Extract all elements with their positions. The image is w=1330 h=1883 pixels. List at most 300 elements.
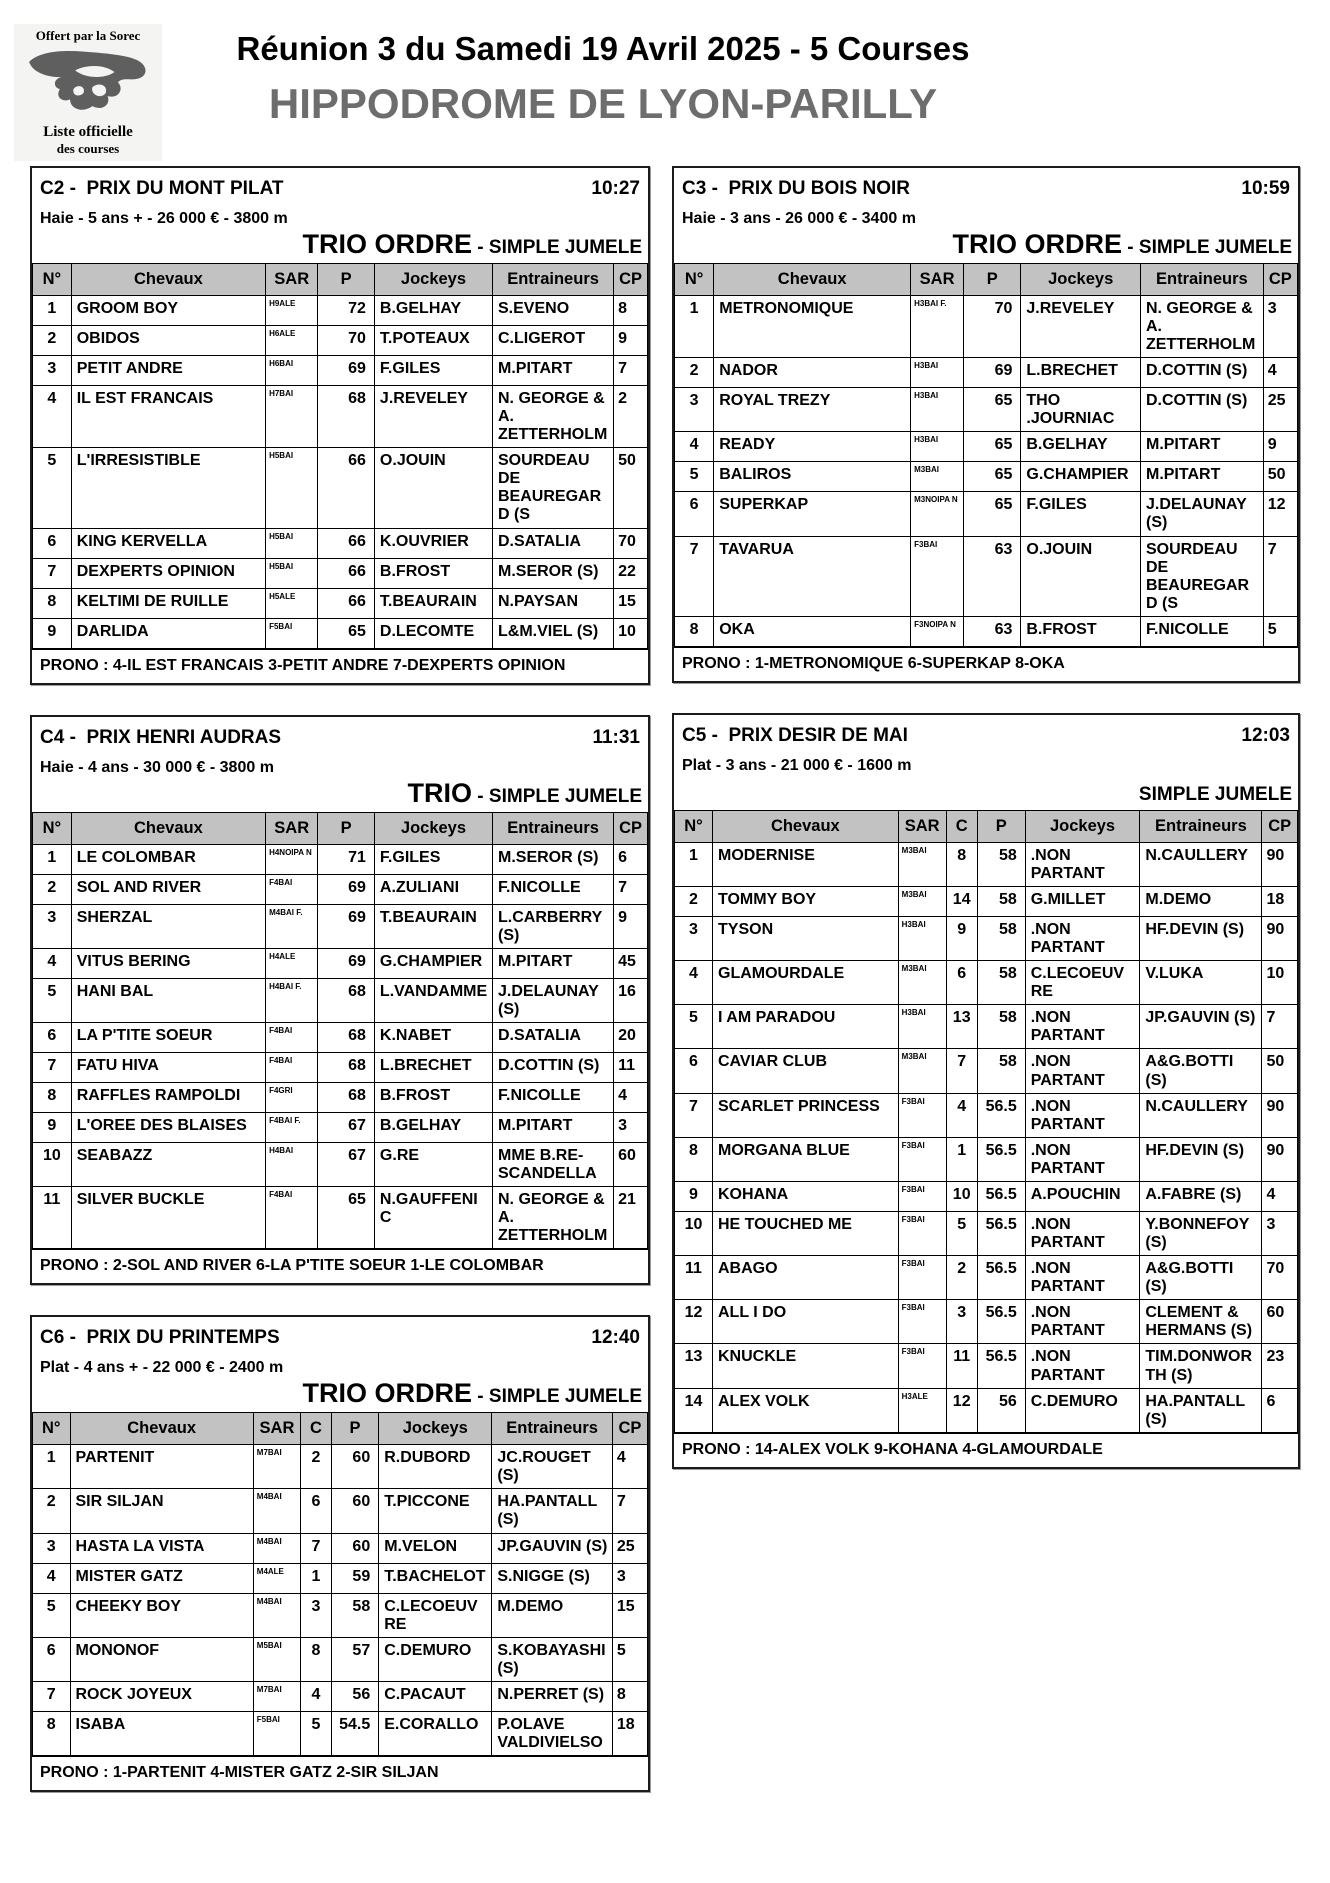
cell-horse: RAFFLES RAMPOLDI xyxy=(71,1082,265,1112)
cell-cp: 25 xyxy=(1263,388,1297,432)
cell-jockey: T.BEAURAIN xyxy=(374,588,492,618)
race-columns xyxy=(0,166,1330,1822)
race-title: C6 - PRIX DU PRINTEMPS xyxy=(40,1327,280,1349)
cell-sar: H3BAI xyxy=(898,917,946,961)
runner-row xyxy=(675,616,1298,646)
cell-horse: DEXPERTS OPINION xyxy=(71,558,265,588)
cell-horse: SILVER BUCKLE xyxy=(71,1187,265,1249)
cell-cp: 20 xyxy=(614,1022,648,1052)
cell-jockey: T.POTEAUX xyxy=(374,326,492,356)
cell-sar: F3BAI xyxy=(898,1181,946,1211)
runner-row xyxy=(675,492,1298,536)
cell-cp: 4 xyxy=(612,1445,647,1489)
cell-c: 1 xyxy=(301,1563,332,1593)
runner-row xyxy=(675,917,1298,961)
cell-sar: M3BAI xyxy=(898,887,946,917)
cell-cp: 50 xyxy=(1263,462,1297,492)
runner-row xyxy=(675,1049,1298,1093)
cell-n: 9 xyxy=(33,618,72,648)
cell-trainer: S.EVENO xyxy=(493,296,614,326)
cell-horse: L'OREE DES BLAISES xyxy=(71,1112,265,1142)
column-header-p: P xyxy=(331,1413,378,1445)
cell-jockey: B.FROST xyxy=(374,1082,492,1112)
cell-jockey: .NON PARTANT xyxy=(1025,1049,1140,1093)
runner-row xyxy=(33,1142,648,1186)
cell-trainer: SOURDEAU DE BEAUREGARD (S xyxy=(1140,536,1263,616)
cell-jockey: G.CHAMPIER xyxy=(374,948,492,978)
prono-line: PRONO : 1-PARTENIT 4-MISTER GATZ 2-SIR SILJAN xyxy=(32,1756,648,1790)
cell-jockey: B.GELHAY xyxy=(1021,432,1141,462)
cell-p: 70 xyxy=(318,326,375,356)
runner-row xyxy=(675,358,1298,388)
header-row xyxy=(675,810,1298,842)
sorec-logo xyxy=(14,24,162,161)
cell-cp: 10 xyxy=(1262,961,1298,1005)
cell-trainer: C.LIGEROT xyxy=(493,326,614,356)
race-title: C2 - PRIX DU MONT PILAT xyxy=(40,178,284,199)
prono-line: PRONO : 14-ALEX VOLK 9-KOHANA 4-GLAMOURDALE xyxy=(674,1433,1298,1467)
cell-n: 4 xyxy=(33,386,72,448)
cell-p: 69 xyxy=(318,948,375,978)
runners-table xyxy=(674,810,1298,1433)
race-title: C4 - PRIX HENRI AUDRAS xyxy=(40,726,282,748)
cell-jockey: .NON PARTANT xyxy=(1025,1093,1140,1137)
column-header-jockey: Jockeys xyxy=(374,264,492,296)
cell-p: 58 xyxy=(977,887,1025,917)
cell-jockey: .NON PARTANT xyxy=(1025,1211,1140,1255)
cell-sar: F4BAI F. xyxy=(266,1112,318,1142)
cell-jockey: D.LECOMTE xyxy=(374,618,492,648)
column-header-cp: CP xyxy=(612,1413,647,1445)
cell-jockey: .NON PARTANT xyxy=(1025,917,1140,961)
cell-sar: H3BAI xyxy=(911,358,964,388)
cell-horse: ROYAL TREZY xyxy=(714,388,911,432)
cell-horse: TYSON xyxy=(713,917,899,961)
cell-horse: VITUS BERING xyxy=(71,948,265,978)
cell-trainer: SOURDEAU DE BEAUREGARD (S xyxy=(493,448,614,528)
cell-trainer: D.COTTIN (S) xyxy=(493,1052,614,1082)
cell-c: 14 xyxy=(946,887,977,917)
cell-jockey: F.GILES xyxy=(374,844,492,874)
cell-n: 5 xyxy=(675,462,714,492)
cell-jockey: C.PACAUT xyxy=(379,1681,492,1711)
cell-p: 65 xyxy=(318,1187,375,1249)
runner-row xyxy=(33,1445,648,1489)
cell-cp: 90 xyxy=(1262,917,1298,961)
column-header-trainer: Entraineurs xyxy=(493,812,614,844)
cell-jockey: G.MILLET xyxy=(1025,887,1140,917)
column-header-cp: CP xyxy=(1262,810,1298,842)
cell-trainer: N. GEORGE & A. ZETTERHOLM xyxy=(1140,296,1263,358)
cell-jockey: A.ZULIANI xyxy=(374,874,492,904)
cell-trainer: JP.GAUVIN (S) xyxy=(492,1533,613,1563)
cell-horse: ROCK JOYEUX xyxy=(70,1681,253,1711)
bet-type-secondary: - SIMPLE JUMELE xyxy=(472,785,642,807)
cell-jockey: O.JOUIN xyxy=(374,448,492,528)
runner-row xyxy=(33,588,648,618)
cell-cp: 9 xyxy=(1263,432,1297,462)
cell-cp: 10 xyxy=(614,618,648,648)
column-header-horse: Chevaux xyxy=(70,1413,253,1445)
race-block-c3 xyxy=(672,166,1300,683)
column-header-jockey: Jockeys xyxy=(374,812,492,844)
cell-trainer: N.PAYSAN xyxy=(493,588,614,618)
column-header-n: N° xyxy=(33,264,72,296)
race-conditions: Plat - 4 ans + - 22 000 € - 2400 m xyxy=(40,1359,284,1377)
header-row xyxy=(33,264,648,296)
race-conditions: Haie - 5 ans + - 26 000 € - 3800 m xyxy=(40,210,288,227)
column-header-trainer: Entraineurs xyxy=(1140,810,1262,842)
runner-row xyxy=(675,1137,1298,1181)
cell-sar: H3BAI F. xyxy=(911,296,964,358)
hippodrome-title: HIPPODROME DE LYON-PARILLY xyxy=(268,80,938,127)
cell-cp: 6 xyxy=(1262,1388,1298,1432)
cell-trainer: M.PITART xyxy=(493,948,614,978)
column-header-trainer: Entraineurs xyxy=(1140,264,1263,296)
cell-p: 58 xyxy=(977,961,1025,1005)
cell-cp: 9 xyxy=(614,904,648,948)
cell-cp: 7 xyxy=(614,874,648,904)
column-header-n: N° xyxy=(675,264,714,296)
cell-jockey: .NON PARTANT xyxy=(1025,842,1140,886)
cell-cp: 8 xyxy=(612,1681,647,1711)
cell-n: 9 xyxy=(675,1181,713,1211)
prono-line: PRONO : 4-IL EST FRANCAIS 3-PETIT ANDRE 7-DEXPERTS OPINION xyxy=(32,649,648,683)
runner-row xyxy=(33,296,648,326)
cell-cp: 50 xyxy=(614,448,648,528)
cell-c: 3 xyxy=(946,1300,977,1344)
cell-n: 7 xyxy=(33,1681,71,1711)
cell-p: 58 xyxy=(977,1049,1025,1093)
prono-line: PRONO : 2-SOL AND RIVER 6-LA P'TITE SOEUR 1-LE COLOMBAR xyxy=(32,1249,648,1283)
cell-horse: FATU HIVA xyxy=(71,1052,265,1082)
cell-n: 3 xyxy=(675,917,713,961)
cell-cp: 4 xyxy=(1263,358,1297,388)
cell-sar: H9ALE xyxy=(266,296,318,326)
cell-horse: HE TOUCHED ME xyxy=(713,1211,899,1255)
column-header-jockey: Jockeys xyxy=(379,1413,492,1445)
cell-cp: 15 xyxy=(614,588,648,618)
cell-sar: H4BAI xyxy=(266,1142,318,1186)
cell-horse: MODERNISE xyxy=(713,842,899,886)
cell-jockey: B.GELHAY xyxy=(374,296,492,326)
header-titles xyxy=(162,24,1044,128)
cell-c: 8 xyxy=(301,1637,332,1681)
cell-p: 58 xyxy=(977,1005,1025,1049)
runner-row xyxy=(33,1563,648,1593)
cell-p: 58 xyxy=(331,1593,378,1637)
race-time: 12:03 xyxy=(1241,724,1290,746)
cell-horse: I AM PARADOU xyxy=(713,1005,899,1049)
cell-trainer: S.NIGGE (S) xyxy=(492,1563,613,1593)
cell-c: 6 xyxy=(946,961,977,1005)
column-header-trainer: Entraineurs xyxy=(492,1413,613,1445)
cell-jockey: R.DUBORD xyxy=(379,1445,492,1489)
runner-row xyxy=(675,432,1298,462)
cell-horse: ALL I DO xyxy=(713,1300,899,1344)
bet-types xyxy=(32,228,648,260)
cell-p: 65 xyxy=(318,618,375,648)
runner-row xyxy=(33,528,648,558)
cell-jockey: L.BRECHET xyxy=(374,1052,492,1082)
cell-n: 3 xyxy=(33,356,72,386)
cell-p: 63 xyxy=(964,536,1021,616)
cell-c: 7 xyxy=(301,1533,332,1563)
cell-sar: F3BAI xyxy=(898,1344,946,1388)
column-header-cp: CP xyxy=(1263,264,1297,296)
cell-horse: SUPERKAP xyxy=(714,492,911,536)
cell-p: 56.5 xyxy=(977,1137,1025,1181)
bet-type-secondary: SIMPLE JUMELE xyxy=(1138,783,1292,805)
logo-courses-text: des courses xyxy=(56,141,120,156)
cell-cp: 3 xyxy=(1263,296,1297,358)
race-block-c6 xyxy=(30,1315,650,1792)
cell-jockey: B.FROST xyxy=(1021,616,1141,646)
cell-sar: F5BAI xyxy=(266,618,318,648)
cell-p: 66 xyxy=(318,558,375,588)
cell-p: 68 xyxy=(318,978,375,1022)
cell-trainer: JC.ROUGET (S) xyxy=(492,1445,613,1489)
cell-jockey: B.GELHAY xyxy=(374,1112,492,1142)
column-header-sar: SAR xyxy=(266,812,318,844)
runner-row xyxy=(33,904,648,948)
cell-horse: CAVIAR CLUB xyxy=(713,1049,899,1093)
cell-sar: H6ALE xyxy=(266,326,318,356)
cell-horse: NADOR xyxy=(714,358,911,388)
cell-trainer: D.SATALIA xyxy=(493,528,614,558)
cell-c: 11 xyxy=(946,1344,977,1388)
runner-row xyxy=(675,388,1298,432)
race-block-c4 xyxy=(30,715,650,1286)
cell-p: 66 xyxy=(318,528,375,558)
column-header-horse: Chevaux xyxy=(71,812,265,844)
cell-trainer: J.DELAUNAY (S) xyxy=(1140,492,1263,536)
cell-jockey: THO .JOURNIAC xyxy=(1021,388,1141,432)
cell-cp: 18 xyxy=(612,1711,647,1755)
logo-liste-text: Liste officielle xyxy=(43,124,133,140)
cell-trainer: HF.DEVIN (S) xyxy=(1140,1137,1262,1181)
cell-cp: 15 xyxy=(612,1593,647,1637)
cell-horse: SCARLET PRINCESS xyxy=(713,1093,899,1137)
cell-c: 4 xyxy=(946,1093,977,1137)
cell-trainer: M.SEROR (S) xyxy=(493,844,614,874)
column-header-horse: Chevaux xyxy=(71,264,265,296)
runner-row xyxy=(33,448,648,528)
cell-p: 68 xyxy=(318,386,375,448)
cell-n: 11 xyxy=(33,1187,72,1249)
cell-horse: ALEX VOLK xyxy=(713,1388,899,1432)
cell-cp: 11 xyxy=(614,1052,648,1082)
cell-cp: 4 xyxy=(614,1082,648,1112)
runner-row xyxy=(33,1187,648,1249)
cell-trainer: L&M.VIEL (S) xyxy=(493,618,614,648)
cell-cp: 60 xyxy=(1262,1300,1298,1344)
cell-p: 67 xyxy=(318,1142,375,1186)
cell-n: 1 xyxy=(33,1445,71,1489)
cell-jockey: K.OUVRIER xyxy=(374,528,492,558)
cell-jockey: E.CORALLO xyxy=(379,1711,492,1755)
race-header xyxy=(32,1317,648,1349)
cell-c: 12 xyxy=(946,1388,977,1432)
cell-n: 8 xyxy=(33,1082,72,1112)
runner-row xyxy=(33,1593,648,1637)
cell-jockey: .NON PARTANT xyxy=(1025,1137,1140,1181)
cell-n: 8 xyxy=(33,1711,71,1755)
race-title: C5 - PRIX DESIR DE MAI xyxy=(682,724,908,746)
cell-cp: 70 xyxy=(614,528,648,558)
header-row xyxy=(675,264,1298,296)
cell-trainer: M.PITART xyxy=(493,356,614,386)
cell-n: 6 xyxy=(675,492,714,536)
cell-sar: H3BAI xyxy=(911,432,964,462)
column-header-sar: SAR xyxy=(253,1413,300,1445)
runner-row xyxy=(33,874,648,904)
cell-jockey: A.POUCHIN xyxy=(1025,1181,1140,1211)
cell-sar: M3NOIPA N xyxy=(911,492,964,536)
cell-cp: 7 xyxy=(1262,1005,1298,1049)
bet-types xyxy=(674,228,1298,260)
cell-n: 5 xyxy=(33,1593,71,1637)
runner-row xyxy=(675,536,1298,616)
cell-trainer: HF.DEVIN (S) xyxy=(1140,917,1262,961)
cell-trainer: F.NICOLLE xyxy=(493,874,614,904)
cell-n: 4 xyxy=(675,432,714,462)
bet-type-main: TRIO xyxy=(407,777,473,808)
right-column xyxy=(672,166,1300,1499)
cell-trainer: Y.BONNEFOY (S) xyxy=(1140,1211,1262,1255)
cell-trainer: MME B.RE-SCANDELLA xyxy=(493,1142,614,1186)
cell-sar: F5BAI xyxy=(253,1711,300,1755)
runner-row xyxy=(675,1093,1298,1137)
runners-table xyxy=(32,1412,648,1756)
runner-row xyxy=(675,462,1298,492)
runner-row xyxy=(675,296,1298,358)
race-block-c2 xyxy=(30,166,650,685)
cell-jockey: F.GILES xyxy=(1021,492,1141,536)
cell-sar: H5BAI xyxy=(266,558,318,588)
cell-trainer: A&G.BOTTI (S) xyxy=(1140,1049,1262,1093)
cell-p: 66 xyxy=(318,588,375,618)
bet-type-secondary: - SIMPLE JUMELE xyxy=(472,1386,642,1408)
cell-cp: 6 xyxy=(614,844,648,874)
cell-sar: F4BAI xyxy=(266,1022,318,1052)
bet-type-main: TRIO ORDRE xyxy=(952,229,1123,259)
cell-sar: F3NOIPA N xyxy=(911,616,964,646)
cell-n: 5 xyxy=(33,978,72,1022)
cell-jockey: F.GILES xyxy=(374,356,492,386)
cell-jockey: N.GAUFFENIC xyxy=(374,1187,492,1249)
cell-c: 6 xyxy=(301,1489,332,1533)
cell-sar: F4BAI xyxy=(266,1187,318,1249)
runner-row xyxy=(33,1711,648,1755)
cell-horse: DARLIDA xyxy=(71,618,265,648)
cell-c: 2 xyxy=(301,1445,332,1489)
race-time: 10:59 xyxy=(1241,178,1290,199)
column-header-p: P xyxy=(318,264,375,296)
runners-table xyxy=(32,812,648,1250)
header-row xyxy=(33,812,648,844)
runner-row xyxy=(675,842,1298,886)
runners-table xyxy=(32,263,648,649)
race-header xyxy=(32,717,648,749)
cell-cp: 7 xyxy=(612,1489,647,1533)
logo-offert-text: Offert par la Sorec xyxy=(35,28,141,43)
race-header xyxy=(674,168,1298,200)
cell-cp: 60 xyxy=(614,1142,648,1186)
column-header-p: P xyxy=(964,264,1021,296)
cell-horse: SHERZAL xyxy=(71,904,265,948)
column-header-horse: Chevaux xyxy=(713,810,899,842)
cell-p: 58 xyxy=(977,917,1025,961)
cell-sar: H5ALE xyxy=(266,588,318,618)
cell-trainer: N.CAULLERY xyxy=(1140,842,1262,886)
cell-sar: M7BAI xyxy=(253,1681,300,1711)
cell-n: 2 xyxy=(675,358,714,388)
cell-sar: M5BAI xyxy=(253,1637,300,1681)
column-header-cp: CP xyxy=(614,812,648,844)
cell-p: 65 xyxy=(964,388,1021,432)
cell-jockey: L.BRECHET xyxy=(1021,358,1141,388)
cell-jockey: T.BEAURAIN xyxy=(374,904,492,948)
cell-n: 11 xyxy=(675,1256,713,1300)
cell-horse: MORGANA BLUE xyxy=(713,1137,899,1181)
runner-row xyxy=(675,1211,1298,1255)
cell-sar: H6BAI xyxy=(266,356,318,386)
cell-sar: H4ALE xyxy=(266,948,318,978)
bet-types xyxy=(32,777,648,809)
horse-head-icon xyxy=(24,46,152,122)
cell-trainer: M.SEROR (S) xyxy=(493,558,614,588)
cell-p: 56 xyxy=(977,1388,1025,1432)
cell-horse: KOHANA xyxy=(713,1181,899,1211)
cell-sar: F3BAI xyxy=(898,1093,946,1137)
cell-jockey: T.BACHELOT xyxy=(379,1563,492,1593)
cell-trainer: N. GEORGE & A. ZETTERHOLM xyxy=(493,1187,614,1249)
cell-n: 6 xyxy=(33,528,72,558)
bet-type-main: TRIO ORDRE xyxy=(302,229,473,259)
cell-sar: M4BAI F. xyxy=(266,904,318,948)
cell-p: 59 xyxy=(331,1563,378,1593)
cell-sar: M4BAI xyxy=(253,1489,300,1533)
bet-type-secondary: - SIMPLE JUMELE xyxy=(472,237,642,258)
cell-trainer: D.SATALIA xyxy=(493,1022,614,1052)
cell-horse: HASTA LA VISTA xyxy=(70,1533,253,1563)
cell-cp: 5 xyxy=(612,1637,647,1681)
cell-trainer: N.CAULLERY xyxy=(1140,1093,1262,1137)
cell-horse: CHEEKY BOY xyxy=(70,1593,253,1637)
cell-p: 56.5 xyxy=(977,1300,1025,1344)
column-header-c: C xyxy=(301,1413,332,1445)
race-title: C3 - PRIX DU BOIS NOIR xyxy=(682,178,911,199)
cell-jockey: G.CHAMPIER xyxy=(1021,462,1141,492)
cell-cp: 3 xyxy=(1262,1211,1298,1255)
cell-sar: M7BAI xyxy=(253,1445,300,1489)
cell-n: 7 xyxy=(675,1093,713,1137)
cell-sar: H5BAI xyxy=(266,448,318,528)
runner-row xyxy=(33,326,648,356)
bet-types xyxy=(674,775,1298,807)
cell-trainer: D.COTTIN (S) xyxy=(1140,358,1263,388)
runners-table xyxy=(674,263,1298,647)
cell-c: 8 xyxy=(946,842,977,886)
cell-cp: 9 xyxy=(614,326,648,356)
cell-p: 56.5 xyxy=(977,1211,1025,1255)
cell-trainer: HA.PANTALL (S) xyxy=(1140,1388,1262,1432)
cell-sar: M4ALE xyxy=(253,1563,300,1593)
cell-n: 9 xyxy=(33,1112,72,1142)
column-header-n: N° xyxy=(33,812,72,844)
cell-horse: PETIT ANDRE xyxy=(71,356,265,386)
